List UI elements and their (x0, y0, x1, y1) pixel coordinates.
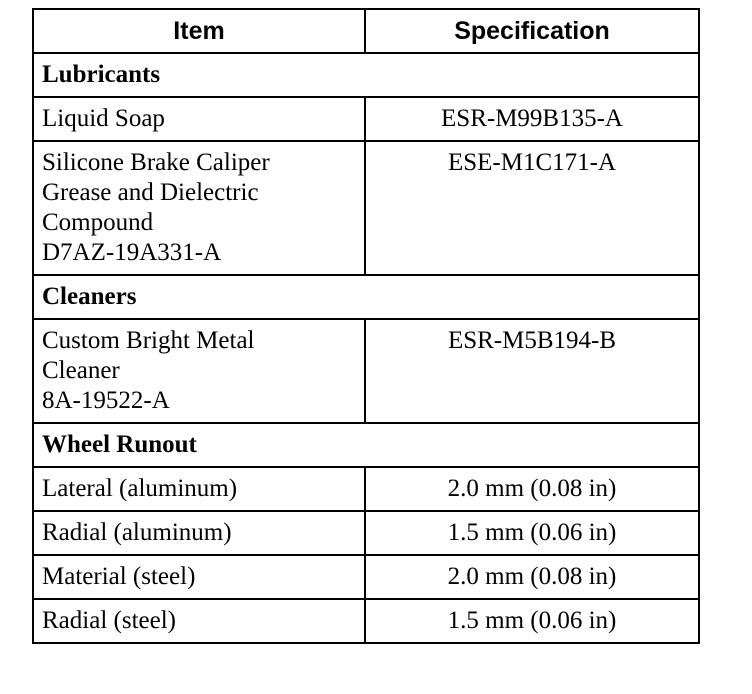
table-row (33, 97, 699, 141)
item-text: Cleaner (42, 357, 120, 384)
item-cell (33, 555, 365, 599)
item-text: 8A-19522-A (42, 387, 170, 414)
item-cell (33, 141, 365, 275)
header-row (33, 9, 699, 53)
item-text: Compound (42, 209, 154, 236)
spec-cell: ESR-M5B194-B (365, 319, 699, 423)
specification-table (32, 8, 700, 644)
section-row-cleaners (33, 275, 699, 319)
table-row (33, 511, 699, 555)
item-cell (33, 319, 365, 423)
item-cell (33, 511, 365, 555)
section-row-wheel-runout (33, 423, 699, 467)
header-specification: Specification (365, 9, 699, 53)
item-text: D7AZ-19A331-A (42, 239, 222, 266)
section-title: Cleaners (33, 275, 699, 319)
item-text: Radial (aluminum) (42, 519, 232, 546)
item-text: Custom Bright Metal (42, 327, 255, 354)
spec-cell: 1.5 mm (0.06 in) (365, 511, 699, 555)
item-cell (33, 467, 365, 511)
header-item: Item (33, 9, 365, 53)
item-text: Grease and Dielectric (42, 179, 259, 206)
spec-cell: ESE-M1C171-A (365, 141, 699, 275)
section-title: Lubricants (33, 53, 699, 97)
spec-cell: ESR-M99B135-A (365, 97, 699, 141)
section-row-lubricants (33, 53, 699, 97)
spec-cell: 2.0 mm (0.08 in) (365, 555, 699, 599)
spec-cell: 1.5 mm (0.06 in) (365, 599, 699, 643)
item-text: Silicone Brake Caliper (42, 149, 270, 176)
spec-cell: 2.0 mm (0.08 in) (365, 467, 699, 511)
item-cell (33, 599, 365, 643)
table-row (33, 599, 699, 643)
table-row (33, 141, 699, 275)
item-text: Lateral (aluminum) (42, 475, 238, 502)
table-row (33, 319, 699, 423)
table-row (33, 467, 699, 511)
item-text: Liquid Soap (42, 105, 165, 132)
item-text: Material (steel) (42, 563, 196, 590)
table-row (33, 555, 699, 599)
item-cell (33, 97, 365, 141)
section-title: Wheel Runout (33, 423, 699, 467)
item-text: Radial (steel) (42, 607, 176, 634)
